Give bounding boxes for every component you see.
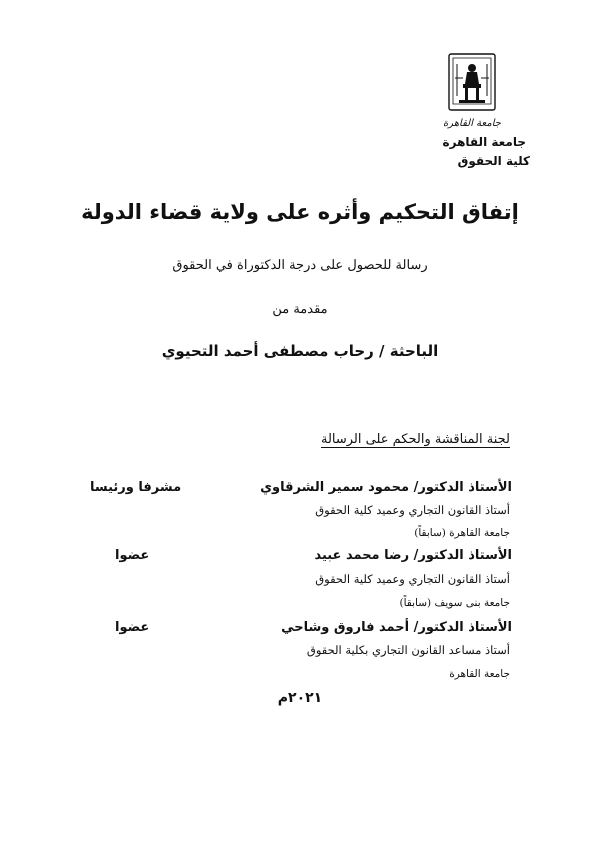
- logo-caption: جامعة القاهرة: [443, 118, 501, 129]
- member-name: الأستاذ الدكتور/ أحمد فاروق وشاحي: [281, 620, 512, 635]
- member-position: أستاذ مساعد القانون التجاري بكلية الحقوق: [306, 643, 510, 657]
- submitted-by-label: مقدمة من: [272, 302, 328, 317]
- thesis-purpose: رسالة للحصول على درجة الدكتوراة في الحقوق: [172, 258, 428, 273]
- faculty-name: كلية الحقوق: [457, 154, 530, 168]
- researcher-name: الباحثة / رحاب مصطفى أحمد التحيوي: [161, 342, 439, 360]
- member-name: الأستاذ الدكتور/ رضا محمد عبيد: [314, 548, 512, 563]
- university-logo-icon: [441, 48, 503, 136]
- member-affiliation: جامعة بنى سويف (سابقاً): [399, 597, 510, 609]
- committee-heading: لجنة المناقشة والحكم على الرسالة: [320, 432, 510, 447]
- thesis-title: إتفاق التحكيم وأثره على ولاية قضاء الدولة: [81, 200, 519, 224]
- member-name: الأستاذ الدكتور/ محمود سمير الشرقاوي: [260, 480, 512, 495]
- university-name: جامعة القاهرة: [442, 135, 526, 149]
- year: ٢٠٢١م: [277, 690, 323, 706]
- member-affiliation: جامعة القاهرة: [449, 668, 510, 680]
- member-role: عضوا: [115, 620, 150, 635]
- member-position: أستاذ القانون التجاري وعميد كلية الحقوق: [315, 572, 510, 586]
- member-position: أستاذ القانون التجاري وعميد كلية الحقوق: [315, 503, 510, 517]
- member-role: عضوا: [115, 548, 150, 563]
- member-affiliation: جامعة القاهرة (سابقاً): [414, 527, 510, 539]
- member-role: مشرفا ورئيسا: [90, 480, 182, 495]
